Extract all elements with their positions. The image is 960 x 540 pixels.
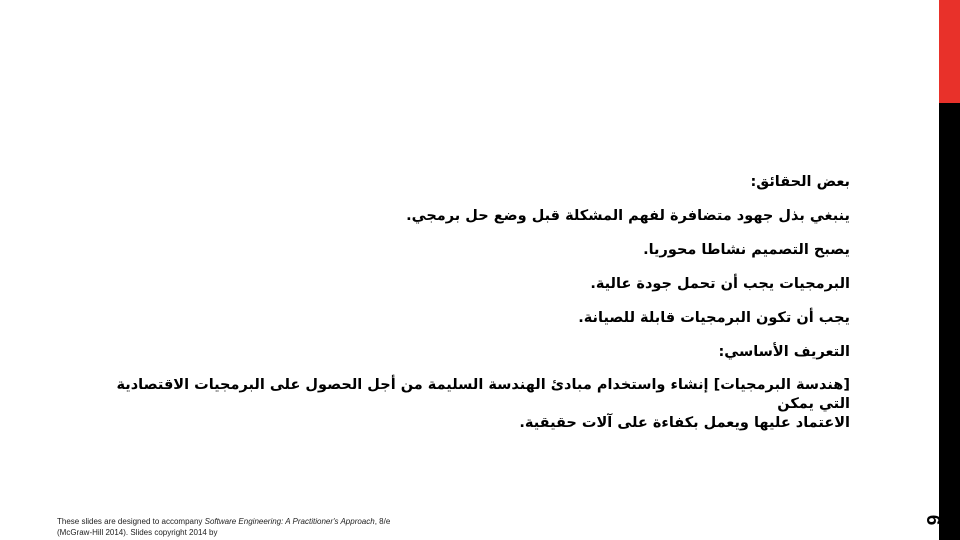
page-number: 6 — [922, 514, 943, 526]
footer-prefix: These slides are designed to accompany — [57, 517, 205, 526]
facts-heading: بعض الحقائق: — [750, 174, 850, 190]
fact-item-2: يصبح التصميم نشاطا محوريا. — [643, 242, 850, 258]
accent-bar-red — [939, 0, 960, 103]
slide-body — [90, 172, 850, 433]
footer-suffix: , 8/e (McGraw-Hill 2014). Slides copyright 2014 by — [57, 517, 391, 537]
definition-line-2: الاعتماد عليها ويعمل بكفاءة على آلات حقيقية. — [519, 415, 850, 431]
fact-item-4: يجب أن تكون البرمجيات قابلة للصيانة. — [578, 310, 850, 326]
definition-heading: التعريف الأساسي: — [718, 344, 850, 360]
fact-item-3: البرمجيات يجب أن تحمل جودة عالية. — [590, 276, 850, 292]
definition-line-1: [هندسة البرمجيات] إنشاء واستخدام مبادئ الهندسة السليمة من أجل الحصول على البرمجيات الاقتصادية التي يمكن — [116, 377, 850, 412]
footer-book-title: Software Engineering: A Practitioner's Approach — [204, 517, 375, 526]
side-bar-black — [939, 103, 960, 540]
fact-item-1: ينبغي بذل جهود متضافرة لفهم المشكلة قبل وضع حل برمجي. — [406, 208, 850, 224]
footer-credit — [57, 516, 397, 538]
